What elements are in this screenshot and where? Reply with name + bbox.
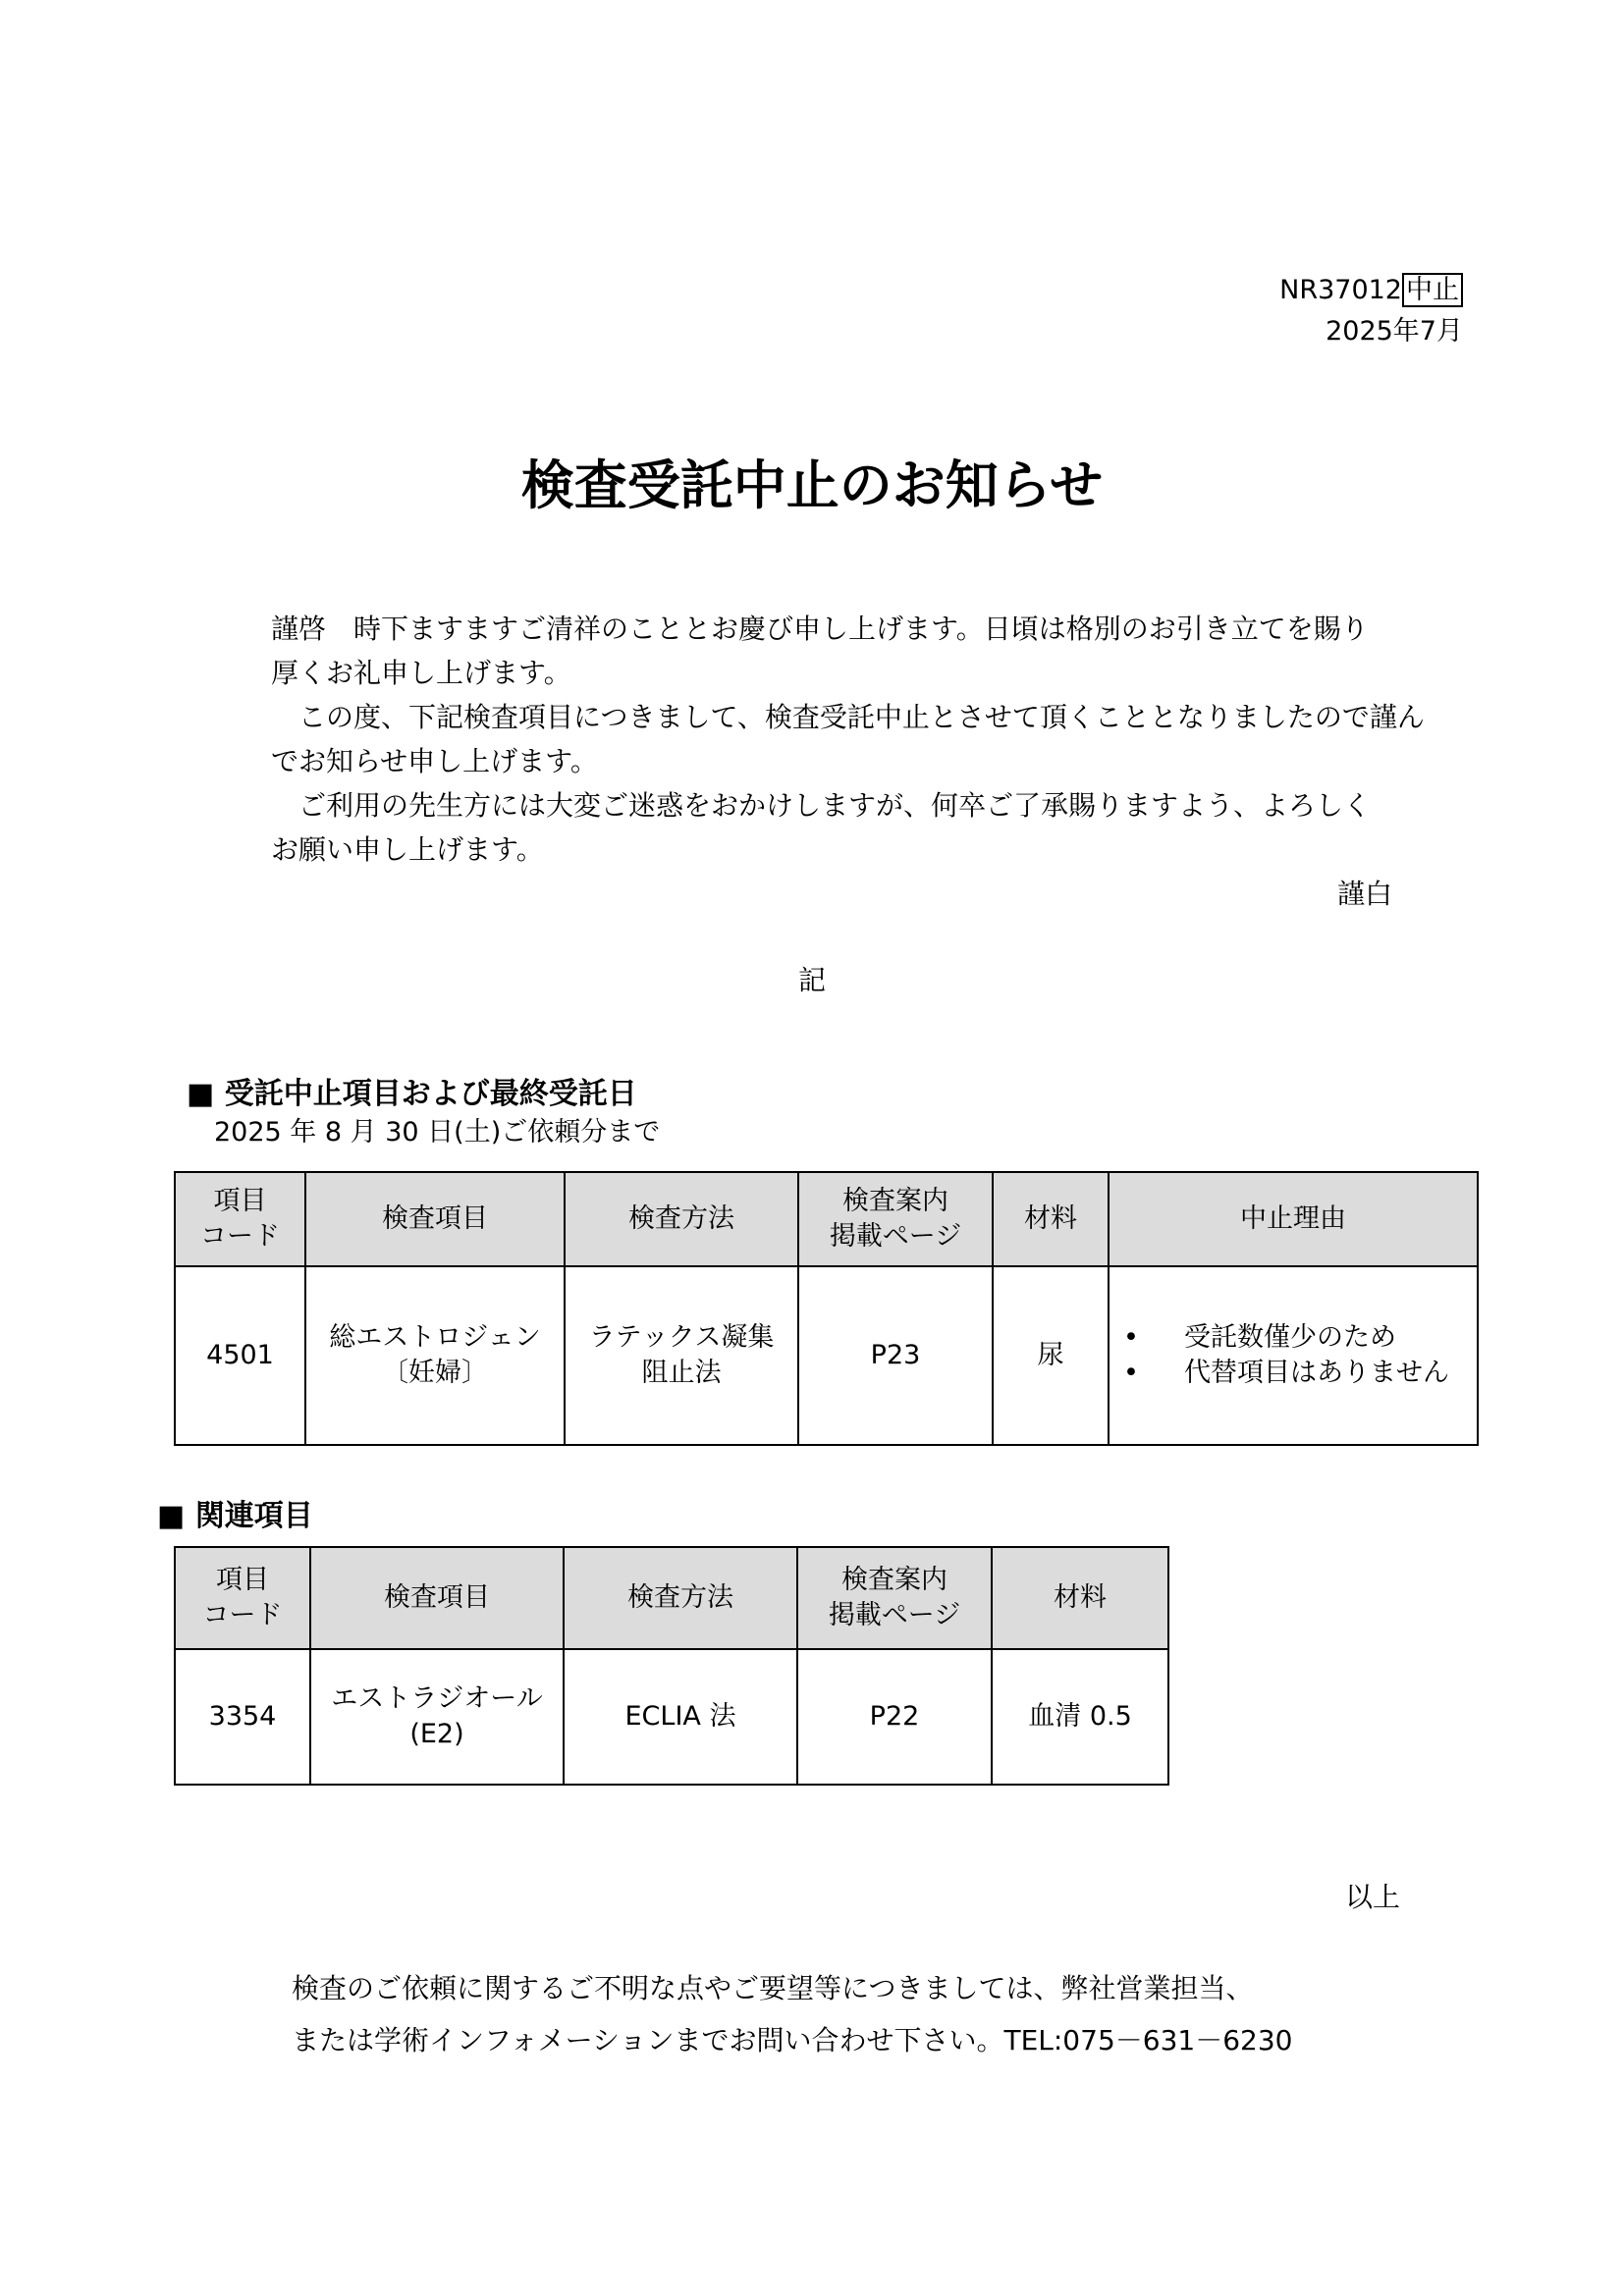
cell-test-item: エストラジオール (E2) [310, 1649, 564, 1785]
reason-item: • 受託数僅少のため [1123, 1320, 1477, 1356]
document-code-status-box: 中止 [1402, 273, 1463, 307]
document-code [1279, 275, 1463, 306]
header-guide-page: 検査案内 掲載ページ [797, 1547, 992, 1649]
cell-reasons [1109, 1266, 1478, 1445]
ending-word: 以上 [1344, 1881, 1400, 1913]
header-reason: 中止理由 [1109, 1172, 1478, 1266]
header-guide-page: 検査案内 掲載ページ [798, 1172, 993, 1266]
table-header-row [175, 1547, 1168, 1649]
cell-material: 尿 [993, 1266, 1109, 1445]
document-date: 2025年7月 [1326, 316, 1463, 347]
table-header-row [175, 1172, 1478, 1266]
header-test-method: 検査方法 [565, 1172, 798, 1266]
notice-line-1: この度、下記検査項目につきまして、検査受託中止とさせて頂くこととなりましたので謹ん [271, 701, 1425, 733]
discontinued-items-table [174, 1171, 1479, 1446]
header-material: 材料 [992, 1547, 1168, 1649]
last-acceptance-date: 2025 年 8 月 30 日(土)ご依頼分まで [214, 1117, 661, 1148]
header-test-item: 検査項目 [305, 1172, 565, 1266]
apology-line-2: お願い申し上げます。 [271, 833, 544, 866]
notice-line-2: でお知らせ申し上げます。 [271, 745, 598, 777]
cell-guide-page: P22 [797, 1649, 992, 1785]
bullet-icon: • [1123, 1358, 1139, 1388]
closing-word: 謹白 [1336, 878, 1392, 910]
section-heading-related: ■ 関連項目 [157, 1499, 313, 1533]
header-test-item: 検査項目 [310, 1547, 564, 1649]
page-title: 検査受託中止のお知らせ [520, 454, 1104, 516]
apology-line-1: ご利用の先生方には大変ご迷惑をおかけしますが、何卒ご了承賜りますよう、よろしく [271, 789, 1372, 822]
ki-marker: 記 [797, 964, 826, 996]
cell-test-method: ECLIA 法 [564, 1649, 797, 1785]
cell-material: 血清 0.5 [992, 1649, 1168, 1785]
table-row [175, 1649, 1168, 1785]
reason-item: • 代替項目はありません [1123, 1356, 1477, 1391]
bullet-icon: • [1123, 1322, 1139, 1353]
cell-code: 3354 [175, 1649, 310, 1785]
header-material: 材料 [993, 1172, 1109, 1266]
related-items-table [174, 1546, 1169, 1786]
cell-code: 4501 [175, 1266, 305, 1445]
table-row [175, 1266, 1478, 1445]
document-code-prefix: NR37012 [1279, 275, 1402, 305]
cell-guide-page: P23 [798, 1266, 993, 1445]
contact-line-2: または学術インフォメーションまでお問い合わせ下さい。TEL:075－631－6230 [292, 2024, 1293, 2056]
greeting-line-1: 謹啓 時下ますますご清祥のこととお慶び申し上げます。日頃は格別のお引き立てを賜り [271, 613, 1369, 645]
contact-line-1: 検査のご依頼に関するご不明な点やご要望等につきましては、弊社営業担当、 [292, 1972, 1254, 2004]
cell-test-method: ラテックス凝集 阻止法 [565, 1266, 798, 1445]
header-item-code: 項目 コード [175, 1547, 310, 1649]
header-test-method: 検査方法 [564, 1547, 797, 1649]
section-heading-discontinued: ■ 受託中止項目および最終受託日 [187, 1077, 637, 1111]
header-item-code: 項目 コード [175, 1172, 305, 1266]
cell-test-item: 総エストロジェン 〔妊婦〕 [305, 1266, 565, 1445]
greeting-line-2: 厚くお礼申し上げます。 [271, 657, 571, 689]
